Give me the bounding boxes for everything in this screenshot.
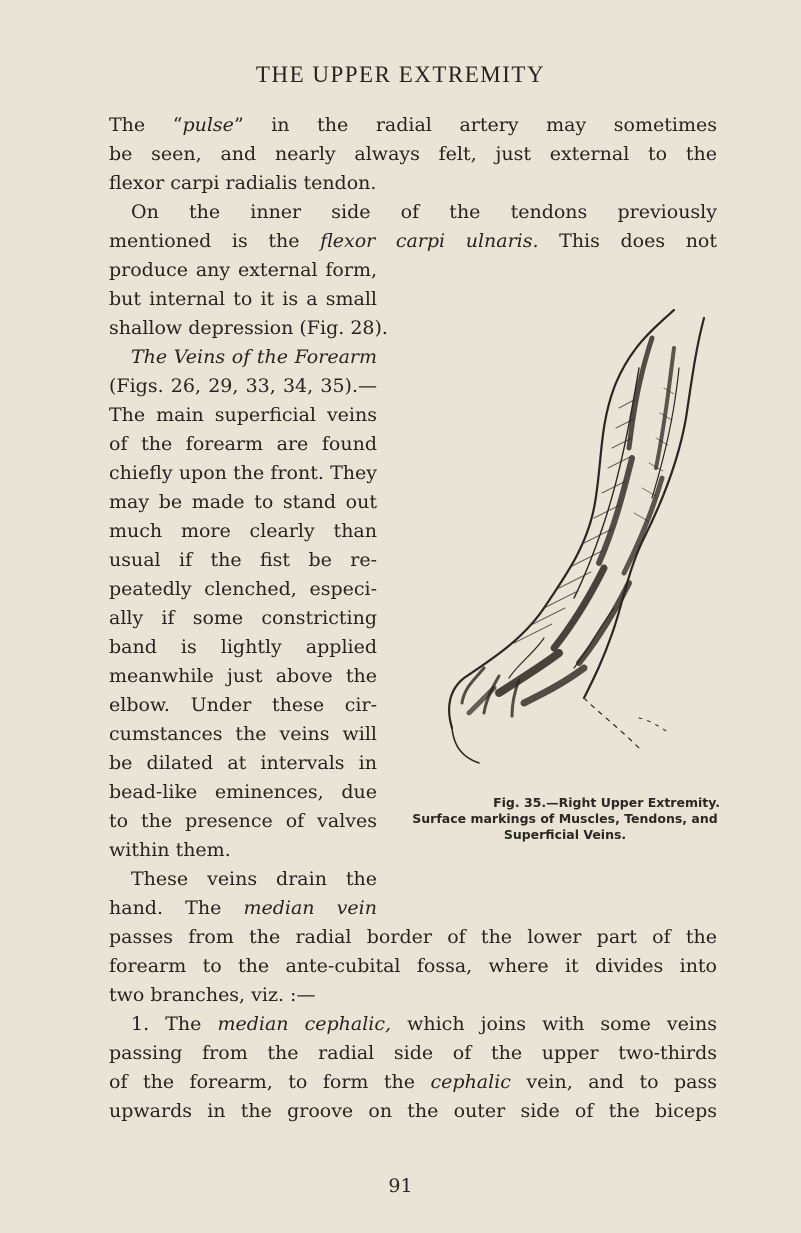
text-span: ” in the radial artery may sometimes [233, 114, 717, 136]
running-head: THE UPPER EXTREMITY [255, 62, 546, 87]
text-span: which joins with some veins [391, 1013, 717, 1035]
italic-term: cephalic [430, 1071, 511, 1093]
text-line: cumstances the veins will [109, 723, 377, 745]
text-line: be dilated at intervals in [109, 752, 377, 774]
text-line: ally if some constricting [109, 607, 377, 629]
italic-term: pulse [182, 114, 234, 136]
text-line: These veins drain the [131, 868, 377, 890]
figure-caption [410, 795, 720, 843]
text-line: to the presence of valves [109, 810, 377, 832]
text-line: bead-like eminences, due [109, 781, 377, 803]
text-line: meanwhile just above the [109, 665, 377, 687]
text-line: within them. [109, 839, 231, 861]
text-line: be seen, and nearly always felt, just external to the [109, 143, 717, 165]
section-heading [109, 343, 377, 372]
italic-term: median cephalic, [217, 1013, 392, 1035]
caption-body: Surface markings of Muscles, Tendons, and Superficial Veins. [412, 811, 718, 842]
text-span: hand. The [109, 897, 244, 919]
text-line: On the inner side of the tendons previously [131, 201, 717, 223]
text-line: passes from the radial border of the lower part of the [109, 926, 717, 948]
text-line: shallow depression (Fig. 28). [109, 317, 388, 339]
text-line [109, 1010, 717, 1039]
page-number: 91 [388, 1175, 413, 1197]
text-line: (Figs. 26, 29, 33, 34, 35).— [109, 375, 377, 397]
text-line [109, 1068, 717, 1097]
text-line: chiefly upon the front. They [109, 462, 377, 484]
text-line [109, 111, 717, 140]
text-line: usual if the fist be re- [109, 549, 377, 571]
text-line: upwards in the groove on the outer side of the biceps [109, 1100, 717, 1122]
text-span: mentioned is the [109, 230, 321, 252]
text-line: peatedly clenched, especi- [109, 578, 377, 600]
text-line: forearm to the ante-cubital fossa, where it divides into [109, 955, 717, 977]
text-line: much more clearly than [109, 520, 377, 542]
text-line: of the forearm are found [109, 433, 377, 455]
text-span: This does not [538, 230, 718, 252]
text-line: band is lightly applied [109, 636, 377, 658]
text-line: may be made to stand out [109, 491, 377, 513]
italic-term: median vein [243, 897, 377, 919]
text-line: passing from the radial side of the upper two-thirds [109, 1042, 717, 1064]
text-line: The main superficial veins [109, 404, 377, 426]
text-line [109, 894, 377, 923]
text-line: two branches, viz. :— [109, 984, 316, 1006]
text-span: vein, and to pass [510, 1071, 717, 1093]
text-line [109, 227, 717, 256]
text-line: flexor carpi radialis tendon. [109, 172, 377, 194]
text-line: produce any external form, [109, 259, 377, 281]
text-span: of the forearm, to form the [109, 1071, 431, 1093]
italic-term: flexor carpi ulnaris. [320, 230, 539, 252]
forearm-illustration [424, 308, 714, 768]
text-line: elbow. Under these cir- [109, 694, 377, 716]
text-span: 1. The [131, 1013, 218, 1035]
text-span: The “ [109, 114, 183, 136]
text-line: but internal to it is a small [109, 288, 377, 310]
forearm-drawing-icon [424, 308, 714, 768]
caption-title: Fig. 35.—Right Upper Extremity. [493, 795, 720, 810]
italic-heading: The Veins of the Forearm [131, 346, 377, 368]
